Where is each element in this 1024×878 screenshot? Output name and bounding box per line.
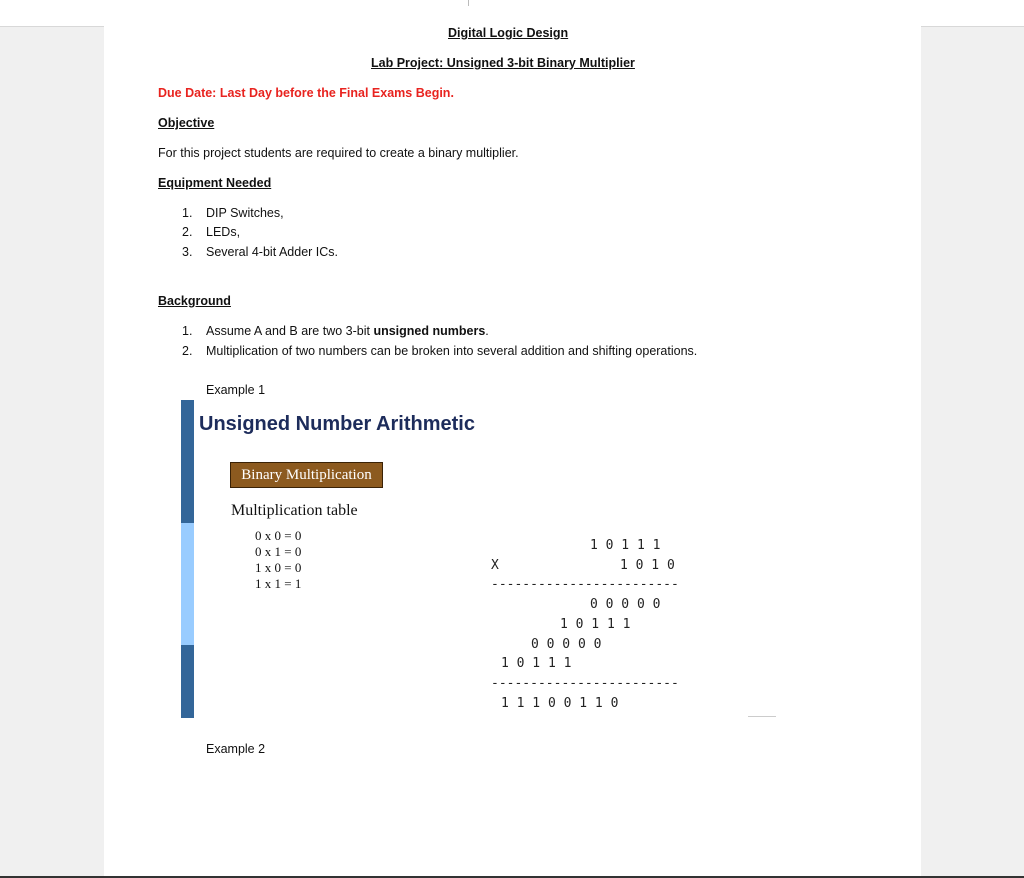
list-text: Multiplication of two numbers can be broken into several addition and shifting operations.	[206, 344, 698, 358]
partial-product: 1 0 1 1 1	[560, 617, 631, 632]
list-number: 1.	[182, 324, 193, 338]
document-title: Digital Logic Design	[448, 26, 569, 40]
partial-product: 1 0 1 1 1	[501, 656, 572, 671]
multiplication-table-row: 0 x 0 = 0	[255, 528, 302, 543]
background-heading: Background	[158, 294, 231, 308]
list-text: Several 4-bit Adder ICs.	[206, 245, 339, 259]
list-text	[206, 323, 489, 339]
list-text-part: Assume A and B are two 3-bit	[206, 324, 374, 338]
rule-line: ------------------------	[491, 676, 679, 691]
objective-text: For this project students are required to create a binary multiplier.	[158, 146, 519, 160]
slide-accent-bar-bottom	[181, 645, 194, 718]
binary-multiplication-box: Binary Multiplication	[230, 462, 383, 488]
slide-accent-bar-middle	[181, 523, 194, 645]
list-number: 3.	[182, 245, 193, 259]
embedded-slide	[180, 373, 680, 693]
partial-product: 0 0 0 0 0	[531, 637, 602, 652]
rule-line: ------------------------	[491, 577, 679, 592]
objective-heading: Objective	[158, 116, 215, 130]
list-text: LEDs,	[206, 225, 241, 239]
multiplication-table-row: 1 x 0 = 0	[255, 560, 302, 575]
list-number: 2.	[182, 344, 193, 358]
toolbar-separator	[468, 0, 469, 6]
slide-accent-bar-top	[181, 400, 194, 523]
app-top-bar	[0, 0, 1024, 27]
multiplicand: 1 0 1 1 1	[590, 538, 661, 553]
multiplication-table-row: 1 x 1 = 1	[255, 576, 302, 591]
list-number: 2.	[182, 225, 193, 239]
list-text-bold: unsigned numbers	[373, 324, 486, 338]
example1-label: Example 1	[206, 383, 266, 397]
list-text-part: .	[485, 324, 489, 338]
partial-product: 0 0 0 0 0	[590, 597, 661, 612]
product-result: 1 1 1 0 0 1 1 0	[501, 696, 619, 711]
multiplication-table-row: 0 x 1 = 0	[255, 544, 302, 559]
decorative-line	[748, 716, 776, 717]
due-date: Due Date: Last Day before the Final Exams Begin.	[158, 86, 454, 100]
multiplier: 1 0 1 0	[620, 558, 675, 573]
slide-title: Unsigned Number Arithmetic	[199, 413, 475, 435]
document-subtitle: Lab Project: Unsigned 3-bit Binary Multiplier	[371, 56, 635, 70]
list-text: DIP Switches,	[206, 206, 284, 220]
multiplication-table-label: Multiplication table	[231, 502, 358, 519]
list-number: 1.	[182, 206, 193, 220]
operator: X	[491, 558, 499, 573]
equipment-heading: Equipment Needed	[158, 176, 272, 190]
example2-label: Example 2	[206, 742, 266, 756]
